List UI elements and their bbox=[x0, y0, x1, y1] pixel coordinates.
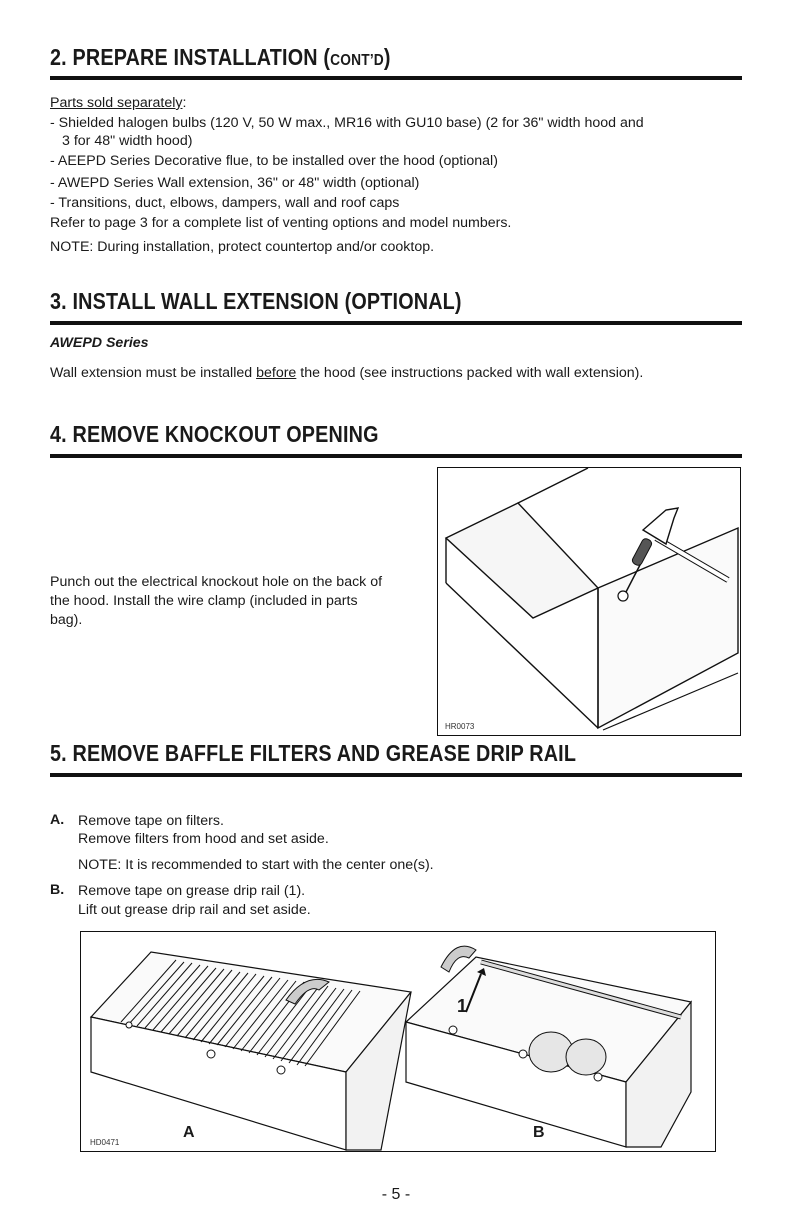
parts-heading-text: Parts sold separately bbox=[50, 95, 183, 111]
figure-code-hd0471: HD0471 bbox=[90, 1138, 120, 1147]
step-a-line-2: Remove filters from hood and set aside. bbox=[78, 831, 329, 847]
parts-item-3: - AWEPD Series Wall extension, 36" or 48" width (optional) bbox=[50, 175, 420, 191]
section-3-rule bbox=[50, 321, 742, 325]
section-5-heading: 5. REMOVE BAFFLE FILTERS AND GREASE DRIP RAIL bbox=[50, 740, 577, 766]
parts-heading bbox=[50, 94, 186, 113]
hood-knockout-illustration bbox=[438, 468, 740, 735]
section-2-title-end: ) bbox=[383, 44, 391, 70]
parts-item-1-cont: 3 for 48" width hood) bbox=[62, 133, 193, 149]
parts-item-2: - AEEPD Series Decorative flue, to be installed over the hood (optional) bbox=[50, 153, 498, 169]
step-a-note: NOTE: It is recommended to start with the center one(s). bbox=[78, 857, 434, 873]
baffle-filter-figure bbox=[80, 931, 716, 1152]
step-b-line-1: Remove tape on grease drip rail (1). bbox=[78, 883, 306, 899]
parts-item-1: - Shielded halogen bulbs (120 V, 50 W max., MR16 with GU10 base) (2 for 36" width hood and bbox=[50, 115, 644, 131]
figure-label-b: B bbox=[533, 1124, 545, 1141]
step-b-line-2: Lift out grease drip rail and set aside. bbox=[78, 902, 311, 918]
refer-text: Refer to page 3 for a complete list of venting options and model numbers. bbox=[50, 215, 512, 231]
wall-extension-text-2: the hood (see instructions packed with wall extension). bbox=[296, 365, 644, 381]
section-3-heading: 3. INSTALL WALL EXTENSION (OPTIONAL) bbox=[50, 288, 462, 314]
section-2-title-contd: CONT’D bbox=[330, 52, 384, 69]
wall-extension-text-1: Wall extension must be installed bbox=[50, 365, 257, 381]
knockout-line-2: the hood. Install the wire clamp (included in parts bbox=[50, 593, 358, 609]
knockout-line-3: bag). bbox=[50, 612, 83, 628]
page-number: - 5 - bbox=[381, 1186, 411, 1203]
section-2-heading bbox=[50, 44, 645, 71]
note-text: NOTE: During installation, protect countertop and/or cooktop. bbox=[50, 239, 435, 255]
baffle-filter-illustration bbox=[81, 932, 715, 1151]
figure-label-a: A bbox=[183, 1124, 195, 1141]
wall-extension-before: before bbox=[256, 365, 297, 381]
section-2-number: 2. bbox=[50, 44, 67, 70]
section-5-rule bbox=[50, 773, 742, 777]
parts-item-4: - Transitions, duct, elbows, dampers, wall and roof caps bbox=[50, 195, 400, 211]
wall-extension-text bbox=[50, 364, 643, 383]
figure-code-hr0073: HR0073 bbox=[445, 722, 475, 731]
section-4-heading: 4. REMOVE KNOCKOUT OPENING bbox=[50, 421, 379, 447]
step-b-label: B. bbox=[50, 882, 65, 898]
parts-heading-colon: : bbox=[182, 95, 187, 111]
step-a-line-1: Remove tape on filters. bbox=[78, 813, 224, 829]
awepd-series-label: AWEPD Series bbox=[50, 335, 149, 351]
grease-rail-callout: 1 bbox=[457, 996, 468, 1016]
section-4-rule bbox=[50, 454, 742, 458]
knockout-figure bbox=[437, 467, 741, 736]
section-2-title: PREPARE INSTALLATION ( bbox=[72, 44, 331, 70]
section-2-rule bbox=[50, 76, 742, 80]
step-a-label: A. bbox=[50, 812, 65, 828]
knockout-line-1: Punch out the electrical knockout hole on the back of bbox=[50, 574, 383, 590]
